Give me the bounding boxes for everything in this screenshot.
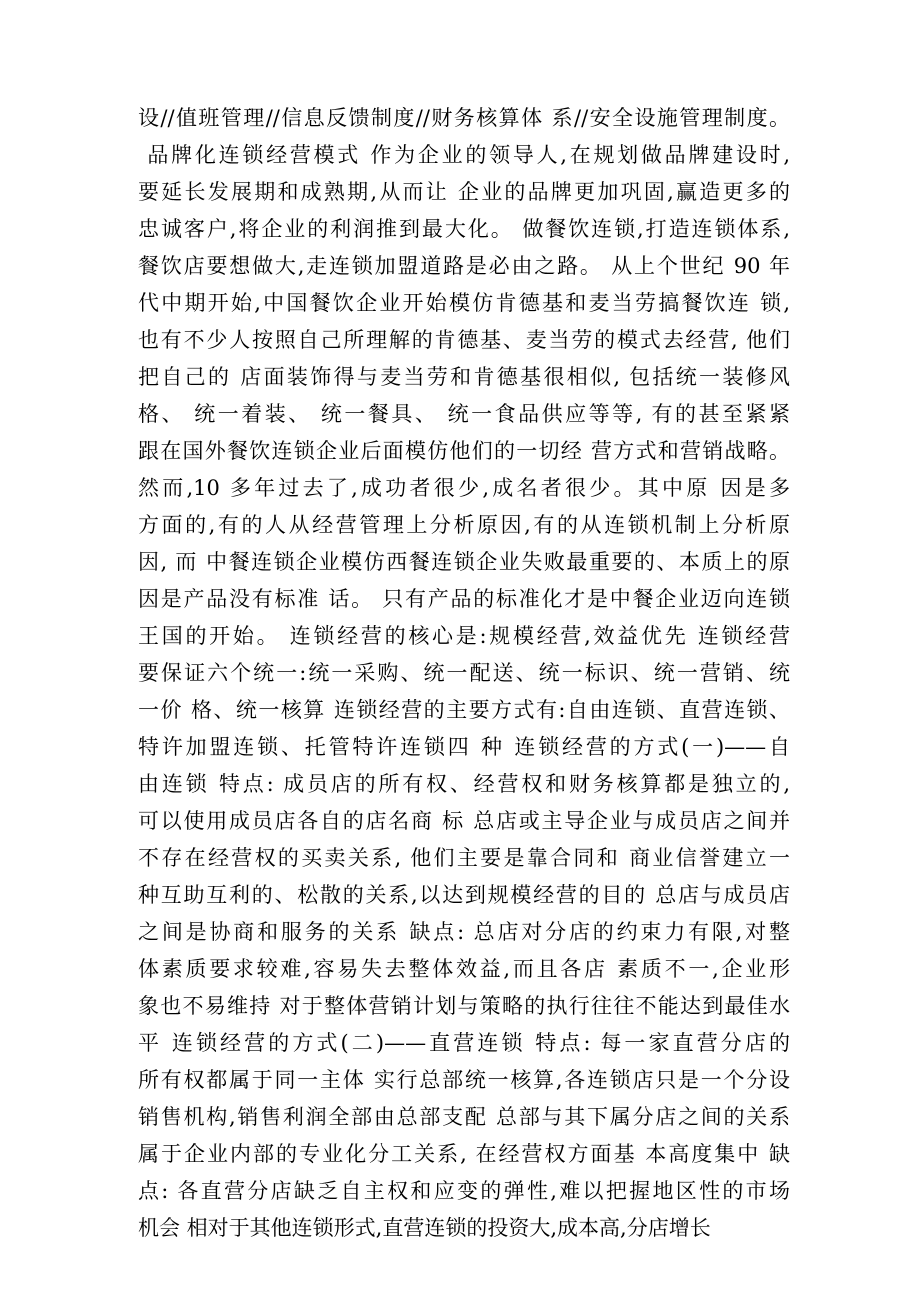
- text-line: 因, 而 中餐连锁企业模仿西餐连锁企业失败最重要的、本质上的原: [138, 550, 790, 574]
- text-line: 要保证六个统一:统一采购、统一配送、统一标识、统一营销、统: [138, 661, 790, 685]
- text-line: 由连锁 特点: 成员店的所有权、经营权和财务核算都是独立的,: [138, 772, 790, 796]
- text-line: 一价 格、统一核算 连锁经营的主要方式有:自由连锁、直营连锁、: [138, 698, 790, 722]
- text-line: 之间是协商和服务的关系 缺点: 总店对分店的约束力有限,对整: [138, 920, 790, 944]
- text-line: 象也不易维持 对于整体营销计划与策略的执行往往不能达到最佳水: [138, 994, 790, 1018]
- text-line: 王国的开始。 连锁经营的核心是:规模经营,效益优先 连锁经营: [138, 624, 790, 648]
- text-line: 忠诚客户,将企业的利润推到最大化。 做餐饮连锁,打造连锁体系,: [138, 217, 790, 241]
- text-line: 销售机构,销售利润全部由总部支配 总部与其下属分店之间的关系: [138, 1105, 790, 1129]
- text-line: 属于企业内部的专业化分工关系, 在经营权方面基 本高度集中 缺: [138, 1142, 790, 1166]
- text-line: 平 连锁经营的方式(二)——直营连锁 特点: 每一家直营分店的: [138, 1031, 790, 1055]
- text-line: 代中期开始,中国餐饮企业开始模仿肯德基和麦当劳搞餐饮连 锁,: [138, 291, 790, 315]
- text-line: 餐饮店要想做大,走连锁加盟道路是必由之路。 从上个世纪 90 年: [138, 254, 790, 278]
- text-line: 种互助互利的、松散的关系,以达到规模经营的目的 总店与成员店: [138, 883, 790, 907]
- text-line: 跟在国外餐饮连锁企业后面模仿他们的一切经 营方式和营销战略。: [138, 439, 790, 463]
- text-line: 因是产品没有标准 话。 只有产品的标准化才是中餐企业迈向连锁: [138, 587, 790, 611]
- document-text: [138, 100, 790, 1247]
- text-line: 格、 统一着装、 统一餐具、 统一食品供应等等, 有的甚至紧紧: [138, 402, 790, 426]
- text-line: 然而,10 多年过去了,成功者很少,成名者很少。其中原 因是多: [138, 476, 790, 500]
- text-line: 机会 相对于其他连锁形式,直营连锁的投资大,成本高,分店增长: [138, 1216, 711, 1240]
- text-line: 不存在经营权的买卖关系, 他们主要是靠合同和 商业信誉建立一: [138, 846, 790, 870]
- text-line: 把自己的 店面装饰得与麦当劳和肯德基很相似, 包括统一装修风: [138, 365, 790, 389]
- text-line: 要延长发展期和成熟期,从而让 企业的品牌更加巩固,赢造更多的: [138, 180, 790, 204]
- text-line: 也有不少人按照自己所理解的肯德基、麦当劳的模式去经营, 他们: [138, 328, 790, 352]
- text-line: 点: 各直营分店缺乏自主权和应变的弹性,难以把握地区性的市场: [138, 1179, 790, 1203]
- text-line: 可以使用成员店各自的店名商 标 总店或主导企业与成员店之间并: [138, 809, 790, 833]
- text-line: 设//值班管理//信息反馈制度//财务核算体 系//安全设施管理制度。: [138, 106, 790, 130]
- text-line: 品牌化连锁经营模式 作为企业的领导人,在规划做品牌建设时,: [138, 143, 790, 167]
- text-line: 所有权都属于同一主体 实行总部统一核算,各连锁店只是一个分设: [138, 1068, 790, 1092]
- text-line: 特许加盟连锁、托管特许连锁四 种 连锁经营的方式(一)——自: [138, 735, 790, 759]
- text-line: 方面的,有的人从经营管理上分析原因,有的从连锁机制上分析原: [138, 513, 790, 537]
- text-line: 体素质要求较难,容易失去整体效益,而且各店 素质不一,企业形: [138, 957, 790, 981]
